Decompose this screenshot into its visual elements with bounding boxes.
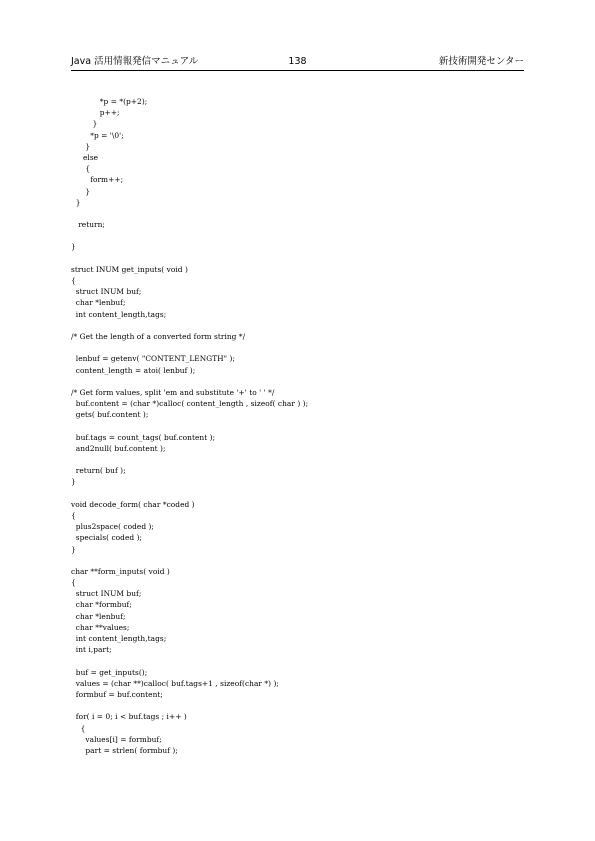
code-line: { bbox=[71, 276, 76, 285]
code-line: for( i = 0; i < buf.tags ; i++ ) bbox=[71, 712, 187, 722]
code-line: specials( coded ); bbox=[71, 533, 143, 543]
code-line: { bbox=[71, 578, 76, 588]
code-line: char *lenbuf; bbox=[71, 611, 126, 621]
header-page-number: 138 bbox=[288, 56, 307, 67]
code-line: and2null( buf.content ); bbox=[71, 443, 166, 453]
code-line: char **form_inputs( void ) bbox=[71, 566, 170, 576]
code-line bbox=[71, 555, 524, 566]
code-line: return; bbox=[71, 220, 105, 230]
code-line: } bbox=[71, 197, 81, 207]
code-line bbox=[71, 488, 524, 499]
code-line: /* Get form values, split 'em and substitute '+' to ' ' */ bbox=[71, 387, 275, 397]
header-manual-title: Java 活用情報発信マニュアル bbox=[71, 56, 199, 67]
code-line bbox=[71, 320, 524, 331]
code-line: buf = get_inputs(); bbox=[71, 667, 148, 677]
code-line bbox=[71, 208, 524, 219]
code-line: lenbuf = getenv( "CONTENT_LENGTH" ); bbox=[71, 354, 235, 364]
code-line: struct INUM buf; bbox=[71, 589, 142, 599]
code-line: struct INUM buf; bbox=[71, 287, 142, 297]
code-line: } bbox=[71, 186, 91, 196]
code-line: buf.content = (char *)calloc( content_length , sizeof( char ) ); bbox=[71, 399, 309, 409]
code-line: *p = *(p+2); bbox=[71, 97, 148, 106]
code-line: content_length = atoi( lenbuf ); bbox=[71, 365, 196, 375]
code-line: /* Get the length of a converted form string */ bbox=[71, 331, 246, 341]
code-line: } bbox=[71, 242, 76, 252]
code-line bbox=[71, 700, 524, 711]
code-line: gets( buf.content ); bbox=[71, 410, 149, 420]
code-line: values[i] = formbuf; bbox=[71, 734, 162, 744]
code-line: char **values; bbox=[71, 622, 130, 632]
code-line: { bbox=[71, 510, 76, 520]
code-line: p++; bbox=[71, 108, 120, 118]
code-line bbox=[71, 376, 524, 387]
code-line: struct INUM get_inputs( void ) bbox=[71, 264, 188, 274]
code-line bbox=[71, 655, 524, 666]
code-line: int i,part; bbox=[71, 645, 112, 655]
code-line bbox=[71, 454, 524, 465]
code-line: values = (char **)calloc( buf.tags+1 , sizeof(char *) ); bbox=[71, 678, 279, 688]
code-line: *p = '\0'; bbox=[71, 130, 124, 140]
header-divider bbox=[71, 70, 524, 71]
code-line: void decode_form( char *coded ) bbox=[71, 499, 195, 509]
page-header bbox=[71, 55, 524, 69]
code-line: int content_length,tags; bbox=[71, 309, 167, 319]
code-line: char *lenbuf; bbox=[71, 298, 126, 308]
header-organization: 新技術開発センター bbox=[438, 56, 524, 67]
code-line bbox=[71, 253, 524, 264]
code-line: char *formbuf; bbox=[71, 600, 132, 610]
code-line: formbuf = buf.content; bbox=[71, 689, 163, 699]
code-line bbox=[71, 342, 524, 353]
code-listing bbox=[71, 96, 524, 756]
code-line: } bbox=[71, 119, 98, 129]
code-line: } bbox=[71, 477, 76, 487]
code-line bbox=[71, 420, 524, 431]
code-line: { bbox=[71, 723, 86, 733]
code-line: plus2space( coded ); bbox=[71, 522, 154, 532]
code-line: } bbox=[71, 544, 76, 554]
code-line: return( buf ); bbox=[71, 466, 126, 476]
code-line: } bbox=[71, 141, 91, 151]
code-line: int content_length,tags; bbox=[71, 634, 167, 643]
code-line: { bbox=[71, 164, 91, 174]
code-line: else bbox=[71, 152, 99, 162]
code-line: form++; bbox=[71, 175, 124, 185]
code-line: part = strlen( formbuf ); bbox=[71, 745, 178, 755]
code-line bbox=[71, 230, 524, 241]
code-line: buf.tags = count_tags( buf.content ); bbox=[71, 432, 216, 442]
